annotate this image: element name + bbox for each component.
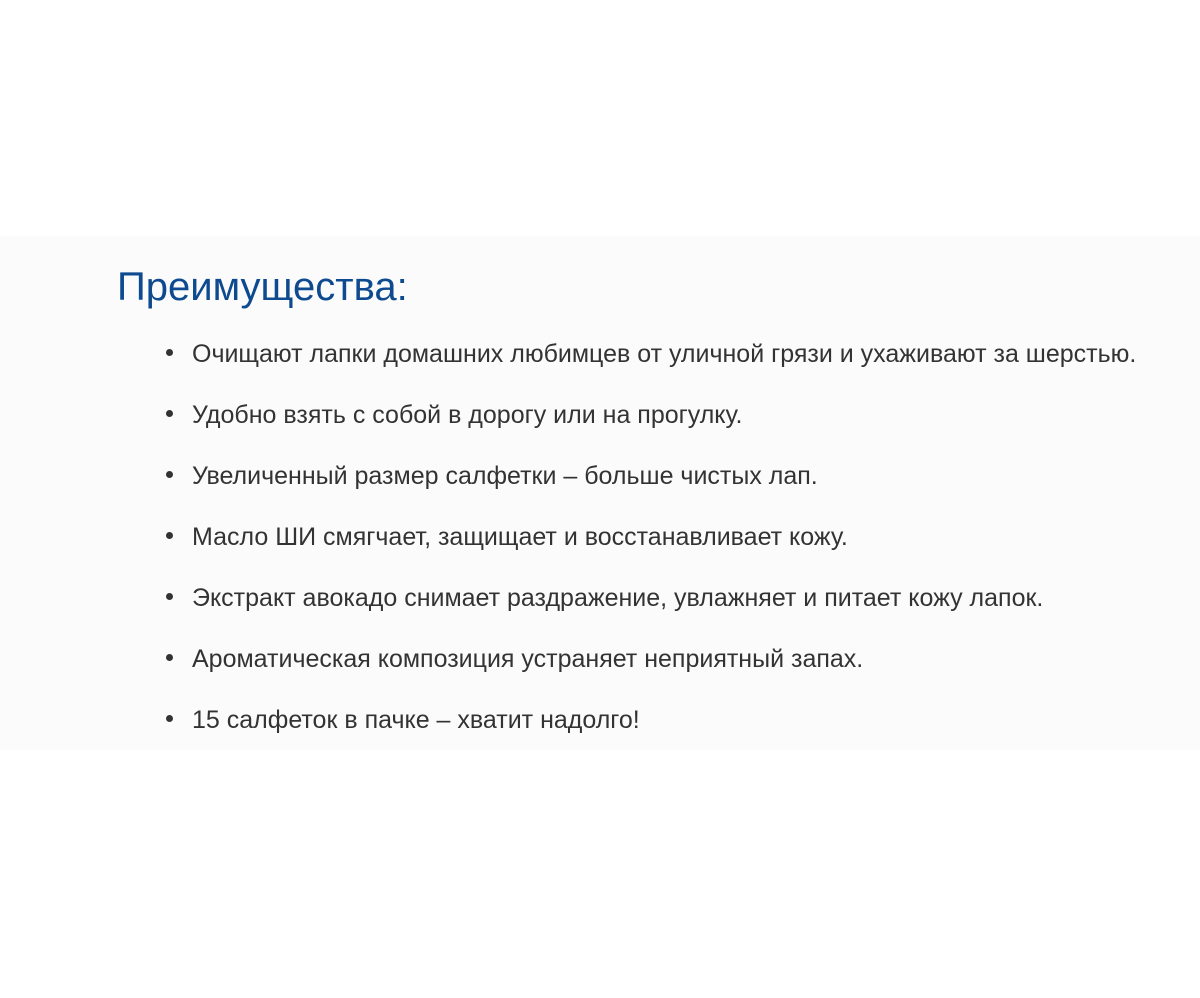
section-heading: Преимущества: <box>117 265 408 309</box>
bullet-icon <box>166 715 173 722</box>
list-item <box>0 332 1200 376</box>
list-item-text: Ароматическая композиция устраняет неприятный запах. <box>192 645 864 673</box>
bullet-icon <box>166 593 173 600</box>
list-item-text: Удобно взять с собой в дорогу или на прогулку. <box>192 401 743 429</box>
list-item-text: 15 салфеток в пачке – хватит надолго! <box>192 706 640 734</box>
bullet-icon <box>166 349 173 356</box>
bullet-icon <box>166 532 173 539</box>
list-item <box>0 515 1200 559</box>
bullet-icon <box>166 654 173 661</box>
list-item-text: Увеличенный размер салфетки – больше чистых лап. <box>192 462 818 490</box>
list-item <box>0 698 1200 742</box>
list-item <box>0 454 1200 498</box>
list-item-text: Экстракт авокадо снимает раздражение, увлажняет и питает кожу лапок. <box>192 584 1044 612</box>
list-item-text: Масло ШИ смягчает, защищает и восстанавливает кожу. <box>192 523 848 551</box>
list-item <box>0 576 1200 620</box>
list-item-text: Очищают лапки домашних любимцев от уличной грязи и ухаживают за шерстью. <box>192 340 1137 368</box>
bullet-icon <box>166 471 173 478</box>
list-item <box>0 393 1200 437</box>
bullet-icon <box>166 410 173 417</box>
list-item <box>0 637 1200 681</box>
